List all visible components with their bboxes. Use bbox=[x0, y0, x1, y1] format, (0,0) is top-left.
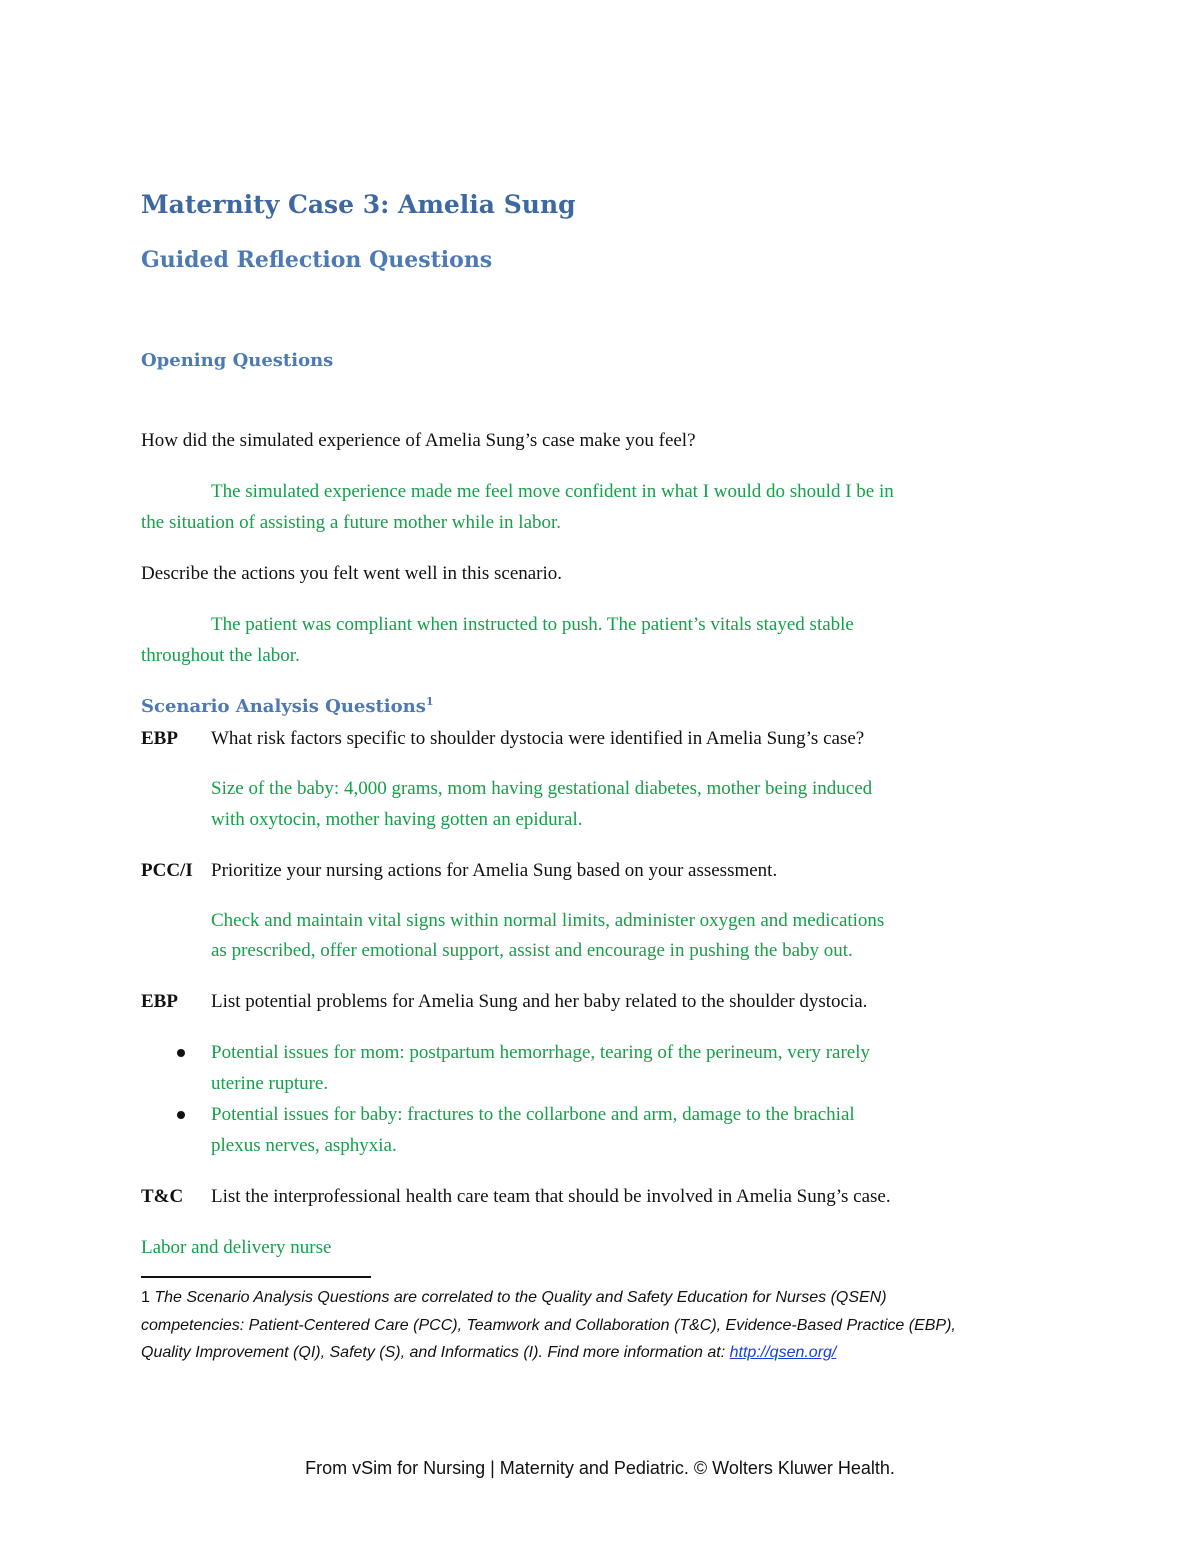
scenario-answer-2-line-2: as prescribed, offer emotional support, assist and encourage in pushing the baby out. bbox=[211, 940, 853, 961]
qsen-link[interactable]: http://qsen.org/ bbox=[729, 1344, 837, 1361]
scenario-question-2: Prioritize your nursing actions for Amelia Sung based on your assessment. bbox=[211, 860, 778, 881]
tag-t-and-c: T&C bbox=[141, 1186, 184, 1207]
scenario-answer-2-line-1: Check and maintain vital signs within normal limits, administer oxygen and medications bbox=[211, 910, 885, 931]
scenario-question-1: What risk factors specific to shoulder dystocia were identified in Amelia Sung’s case? bbox=[211, 728, 865, 749]
bullet-1-line-2: uterine rupture. bbox=[211, 1073, 329, 1094]
scenario-answer-4: Labor and delivery nurse bbox=[141, 1237, 332, 1258]
bullet-icon bbox=[177, 1049, 185, 1057]
scenario-answer-1-line-2: with oxytocin, mother having gotten an epidural. bbox=[211, 809, 583, 830]
bullet-2-line-1: Potential issues for baby: fractures to the collarbone and arm, damage to the brachial bbox=[211, 1104, 855, 1125]
bullet-1-line-1: Potential issues for mom: postpartum hemorrhage, tearing of the perineum, very rarely bbox=[211, 1042, 871, 1063]
opening-answer-2-line-1: The patient was compliant when instructed to push. The patient’s vitals stayed stable bbox=[211, 614, 854, 635]
scenario-heading-text: Scenario Analysis Questions bbox=[141, 696, 426, 717]
scenario-answer-1-line-1: Size of the baby: 4,000 grams, mom having gestational diabetes, mother being induced bbox=[211, 778, 873, 799]
footnote-number: 1 bbox=[141, 1289, 150, 1306]
bullet-2-line-2: plexus nerves, asphyxia. bbox=[211, 1135, 397, 1156]
bullet-icon bbox=[177, 1111, 185, 1119]
tag-ebp-2: EBP bbox=[141, 991, 178, 1012]
page-subtitle: Guided Reflection Questions bbox=[141, 247, 493, 273]
footnote-line-3 bbox=[141, 1344, 836, 1362]
tag-ebp-1: EBP bbox=[141, 728, 178, 749]
scenario-question-3: List potential problems for Amelia Sung and her baby related to the shoulder dystocia. bbox=[211, 991, 868, 1012]
footnote-line-1 bbox=[141, 1289, 887, 1307]
footnote-ref: 1 bbox=[425, 695, 434, 708]
footnote-separator bbox=[141, 1276, 371, 1278]
footnote-text-1: The Scenario Analysis Questions are correlated to the Quality and Safety Education for Nurses (QSEN) bbox=[154, 1289, 887, 1306]
opening-question-2: Describe the actions you felt went well in this scenario. bbox=[141, 563, 563, 584]
opening-answer-2-line-2: throughout the labor. bbox=[141, 645, 300, 666]
tag-pcc-i: PCC/I bbox=[141, 860, 193, 881]
page-title: Maternity Case 3: Amelia Sung bbox=[141, 190, 576, 219]
footnote-text-3: Quality Improvement (QI), Safety (S), and Informatics (I). Find more information at: bbox=[141, 1344, 730, 1361]
opening-questions-heading: Opening Questions bbox=[141, 350, 334, 371]
scenario-analysis-heading bbox=[141, 695, 434, 717]
scenario-question-4: List the interprofessional health care team that should be involved in Amelia Sung’s case. bbox=[211, 1186, 891, 1207]
page-footer: From vSim for Nursing | Maternity and Pediatric. © Wolters Kluwer Health. bbox=[305, 1458, 895, 1478]
footnote-line-2: competencies: Patient-Centered Care (PCC), Teamwork and Collaboration (T&C), Evidence-Based Practice (EBP), bbox=[141, 1317, 956, 1334]
opening-answer-1-line-2: the situation of assisting a future mother while in labor. bbox=[141, 512, 562, 533]
opening-question-1: How did the simulated experience of Amelia Sung’s case make you feel? bbox=[141, 430, 696, 451]
opening-answer-1-line-1: The simulated experience made me feel move confident in what I would do should I be in bbox=[211, 481, 894, 502]
